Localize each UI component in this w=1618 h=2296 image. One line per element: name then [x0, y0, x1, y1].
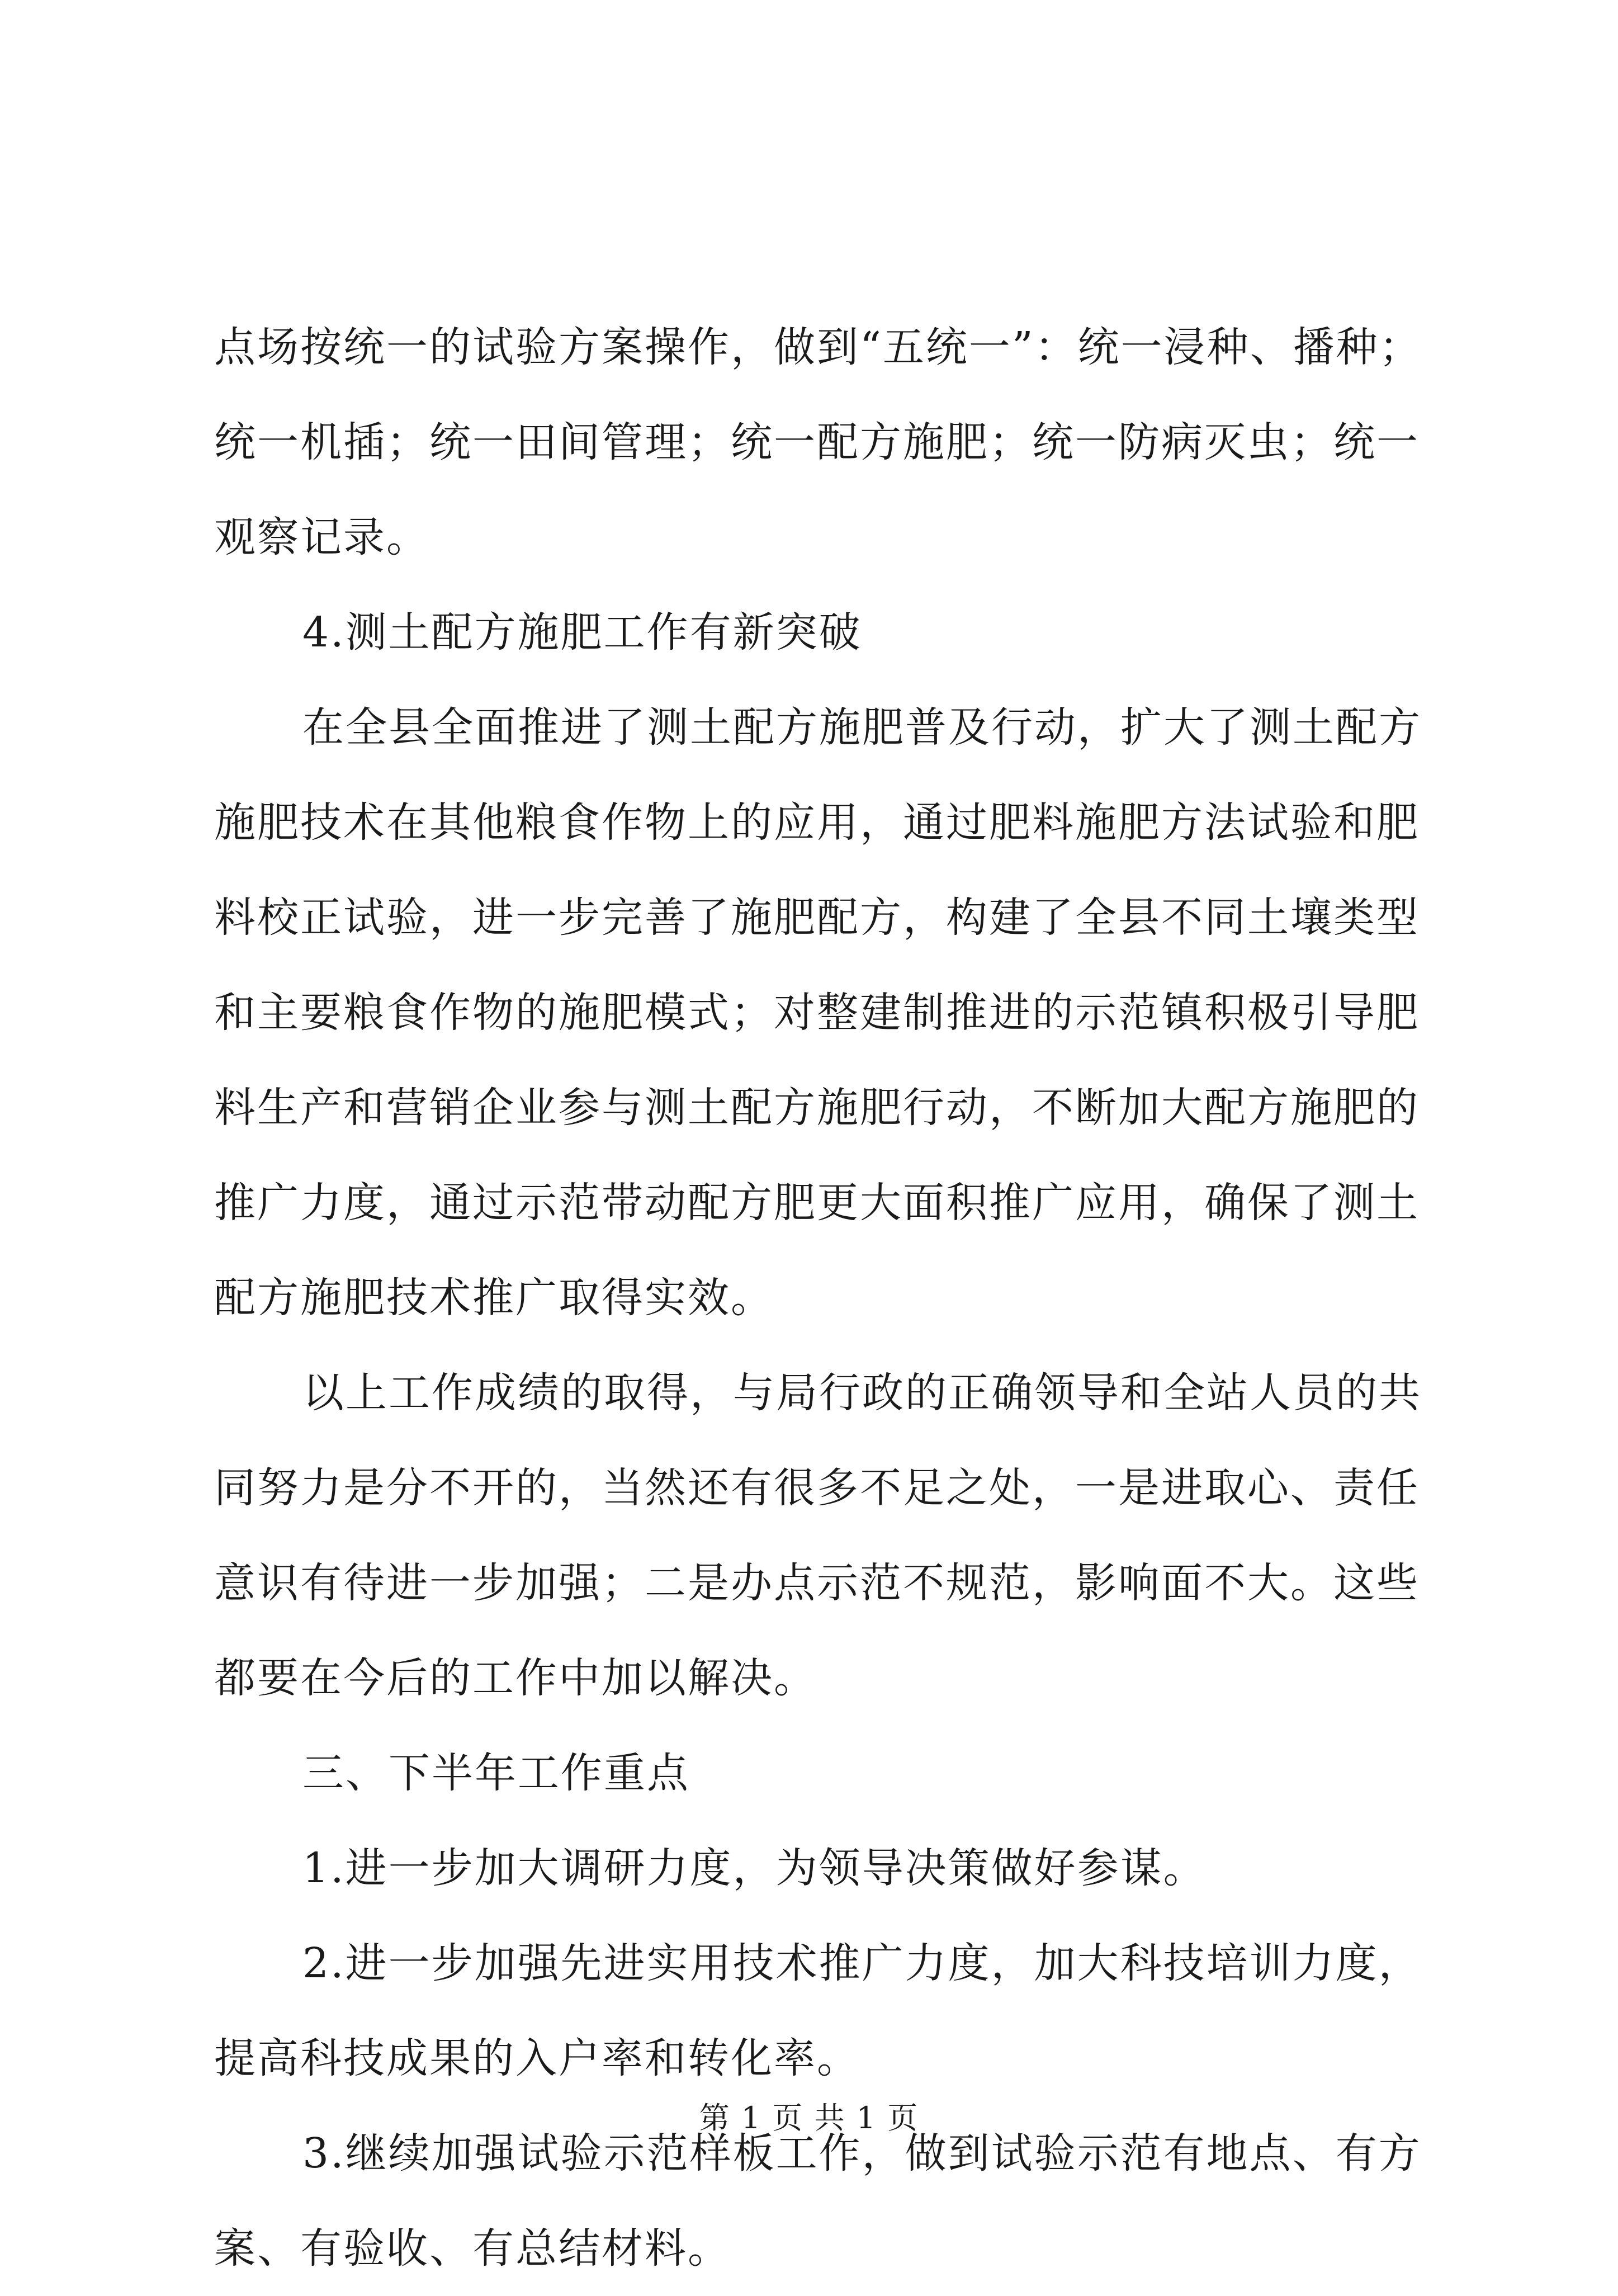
section-heading [214, 1726, 1405, 1821]
paragraph-line: 在全县全面推进了测土配方施肥普及行动，扩大了测土配方 [302, 703, 1422, 752]
paragraph-line: 同努力是分不开的，当然还有很多不足之处，一是进取心、责任 [214, 1464, 1420, 1512]
paragraph-line: 统一机插；统一田间管理；统一配方施肥；统一防病灭虫；统一 [214, 418, 1420, 466]
page-number-footer: 第 1 页 共 1 页 [699, 2100, 919, 2136]
paragraph [214, 680, 1422, 1345]
paragraph-line: 意识有待进一步加强；二是办点示范不规范，影响面不大。这些 [214, 1559, 1420, 1607]
paragraph-line: 和主要粮食作物的施肥模式；对整建制推进的示范镇积极引导肥 [214, 989, 1420, 1037]
list-item-line: 1.进一步加大调研力度，为领导决策做好参谋。 [302, 1844, 1207, 1892]
list-item-line: 提高科技成果的入户率和转化率。 [214, 2034, 860, 2082]
document-body [214, 300, 1422, 2296]
heading-line: 三、下半年工作重点 [302, 1749, 690, 1797]
list-item-line: 3.继续加强试验示范样板工作，做到试验示范有地点、有方 [302, 2129, 1422, 2177]
paragraph [214, 300, 1422, 585]
paragraph-line: 配方施肥技术推广取得实效。 [214, 1274, 774, 1322]
heading-line: 4.测土配方施肥工作有新突破 [302, 608, 862, 656]
paragraph-line: 推广力度，通过示范带动配方肥更大面积推广应用，确保了测土 [214, 1179, 1420, 1227]
paragraph-line: 都要在今后的工作中加以解决。 [214, 1654, 817, 1702]
list-item [214, 1821, 1405, 1916]
paragraph [214, 1345, 1422, 1726]
paragraph-line: 料生产和营销企业参与测土配方施肥行动，不断加大配方施肥的 [214, 1084, 1420, 1132]
list-item [214, 1916, 1422, 2106]
paragraph-line: 以上工作成绩的取得，与局行政的正确领导和全站人员的共 [302, 1369, 1422, 1417]
paragraph-line: 观察记录。 [214, 513, 429, 561]
list-item-line: 案、有验收、有总结材料。 [214, 2224, 731, 2273]
paragraph-line: 点场按统一的试验方案操作，做到“五统一”：统一浸种、播种； [214, 323, 1422, 371]
paragraph-line: 施肥技术在其他粮食作物上的应用，通过肥料施肥方法试验和肥 [214, 799, 1420, 847]
section-heading [214, 585, 1405, 680]
paragraph-line: 料校正试验，进一步完善了施肥配方，构建了全县不同土壤类型 [214, 894, 1420, 942]
list-item-line: 2.进一步加强先进实用技术推广力度，加大科技培训力度， [302, 1939, 1422, 1987]
